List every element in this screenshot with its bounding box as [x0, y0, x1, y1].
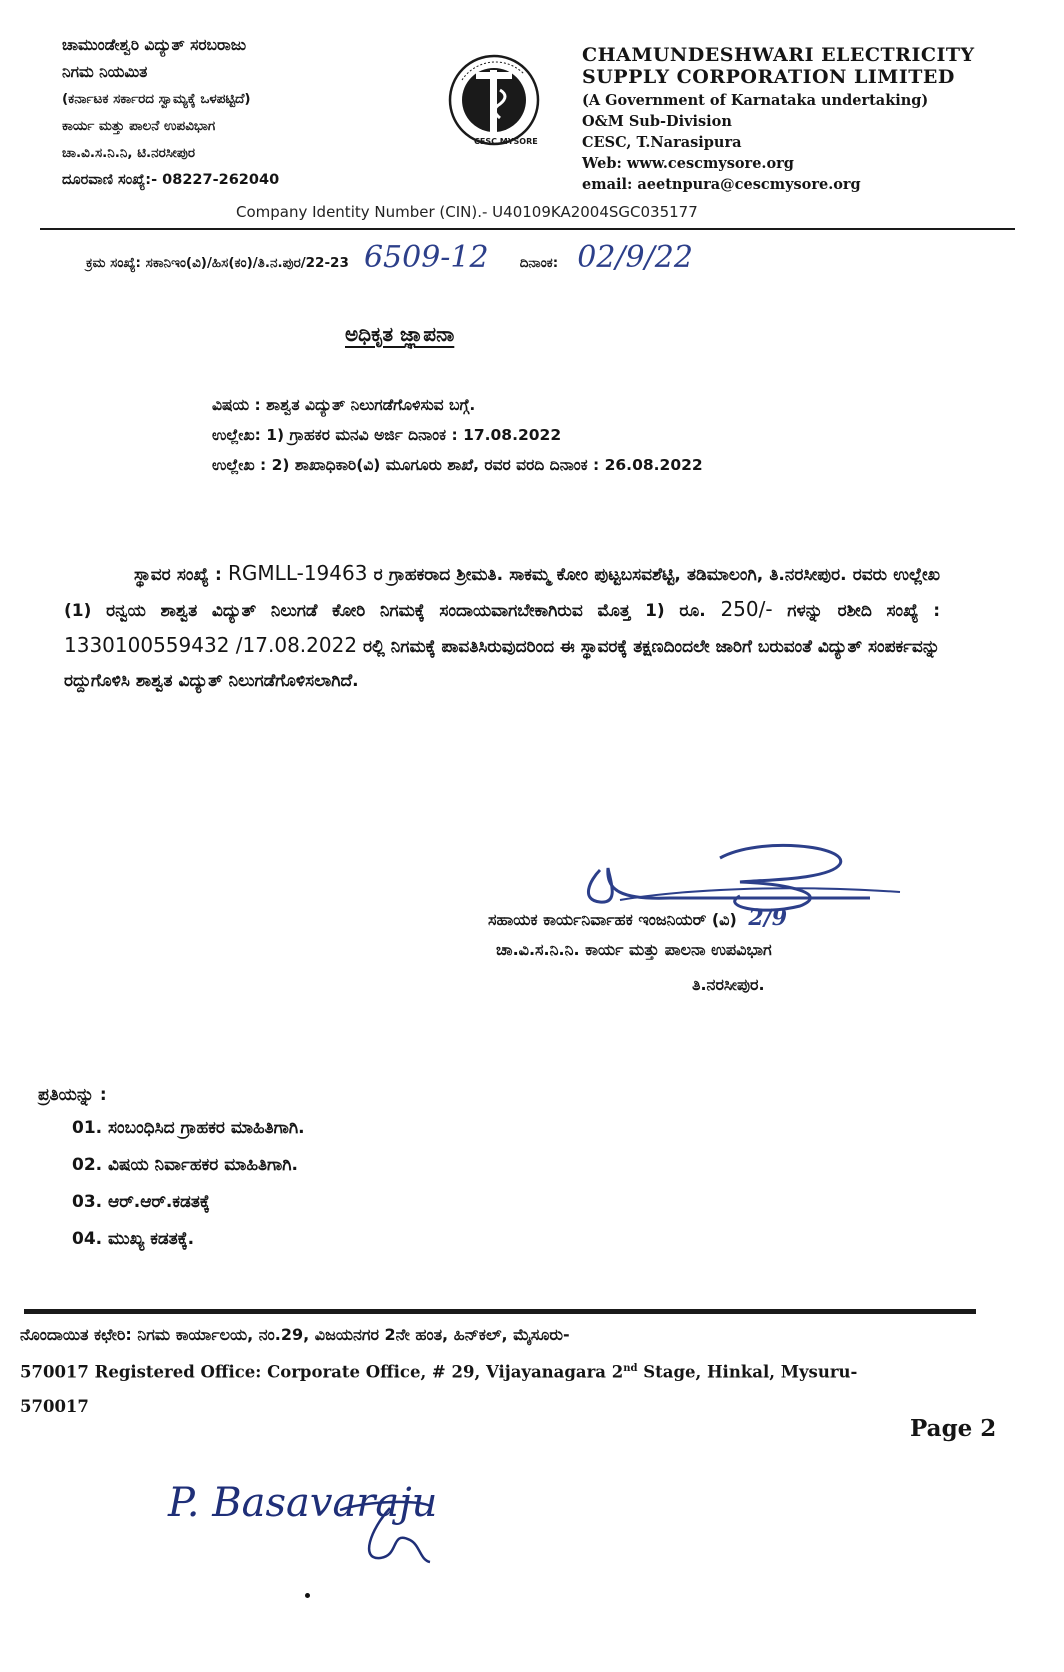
footer-english: Stage, Hinkal, Mysuru-: [637, 1362, 858, 1382]
header-kn-line: ಚಾಮುಂಡೇಶ್ವರಿ ವಿದ್ಯುತ್ ಸರಬರಾಜು: [62, 36, 247, 54]
header-en-line: O&M Sub-Division: [582, 113, 732, 130]
subject-block: [212, 390, 703, 480]
copy-item: 01. ಸಂಬಂಧಿಸಿದ ಗ್ರಾಹಕರ ಮಾಹಿತಿಗಾಗಿ.: [72, 1118, 305, 1138]
reference-number-label: ಕ್ರಮ ಸಂಖ್ಯೆ: ಸಕಾನಿಇಂ(ವಿ)/ಹಿಸ(ಕಂ)/ತಿ.ನ.ಪುರ/22-23: [86, 255, 349, 271]
footer-divider: [24, 1309, 976, 1314]
header-kn-line: ನಿಗಮ ನಿಯಮಿತ: [62, 63, 148, 81]
body-text: ಗಳನ್ನು ರಶೀದಿ ಸಂಖ್ಯೆ :: [772, 601, 941, 621]
page-number: Page 2: [910, 1415, 997, 1442]
header-kn-line: ದೂರವಾಣಿ ಸಂಖ್ಯೆ:- 08227-262040: [62, 172, 280, 188]
footer-english: 570017 Registered Office: Corporate Office, # 29, Vijayanagara 2: [20, 1362, 624, 1382]
signatory-office: ಚಾ.ವಿ.ಸ.ನಿ.ನಿ. ಕಾರ್ಯ ಮತ್ತು ಪಾಲನಾ ಉಪವಿಭಾಗ: [496, 940, 772, 959]
footer-english-sup: nd: [623, 1363, 638, 1374]
copy-item: 02. ವಿಷಯ ನಿರ್ವಾಹಕರ ಮಾಹಿತಿಗಾಗಿ.: [72, 1155, 299, 1175]
reference-number-handwritten: 6509-12: [363, 240, 489, 275]
company-logo-icon: [444, 50, 544, 150]
body-text: ರಲ್ಲಿ ನಿಗಮಕ್ಕೆ ಪಾವತಿಸಿರುವುದರಿಂದ ಈ ಸ್ಥಾವರಕ್ಕೆ ತಕ್ಷಣದಿಂದಲೇ ಜಾರಿಗೆ ಬರುವಂತೆ ವಿದ್ಯುತ್ ಸಂಪರ್ಕವನ್ನು ರದ್ದುಗೊಳಿಸಿ ಶಾಶ್ವತ ವಿದ್ಯುತ್ ನಿಲುಗಡೆಗೊಳಿಸಲಾಗಿದೆ.: [64, 637, 940, 691]
signatory-initial-date: 2/9: [748, 905, 788, 931]
header-en-line: SUPPLY CORPORATION LIMITED: [582, 66, 955, 88]
header-en-line: (A Government of Karnataka undertaking): [582, 92, 929, 109]
reference-1-line: ಉಲ್ಲೇಖ: 1) ಗ್ರಾಹಕರ ಮನವಿ ಅರ್ಜಿ ದಿನಾಂಕ : 17.08.2022: [212, 426, 562, 444]
signatory-designation: [488, 905, 787, 931]
reference-line: [86, 240, 693, 275]
footer-kannada: ನೊಂದಾಯಿತ ಕಛೇರಿ: ನಿಗಮ ಕಾರ್ಯಾಲಯ, ನಂ.29, ವಿಜಯನಗರ 2ನೇ ಹಂತ, ಹಿನ್‌ಕಲ್, ಮೈಸೂರು-: [20, 1325, 570, 1344]
stray-dot: [305, 1593, 310, 1598]
header-en-line: CHAMUNDESHWARI ELECTRICITY: [582, 44, 975, 66]
amount: 250/-: [720, 597, 773, 621]
installation-number: RGMLL-19463: [228, 561, 368, 585]
body-paragraph: [64, 556, 940, 698]
handwritten-flourish: [330, 1500, 450, 1570]
signatory-location: ತಿ.ನರಸೀಪುರ.: [692, 975, 765, 994]
header-kn-line: (ಕರ್ನಾಟಕ ಸರ್ಕಾರದ ಸ್ವಾಮ್ಯಕ್ಕೆ ಒಳಪಟ್ಟಿದೆ): [62, 91, 251, 107]
header-kn-line: ಚಾ.ವಿ.ಸ.ನಿ.ನಿ, ಟಿ.ನರಸೀಪುರ: [62, 145, 195, 161]
header-english: [582, 44, 975, 195]
signatory-title: ಸಹಾಯಕ ಕಾರ್ಯನಿರ್ವಾಹಕ ಇಂಜನಿಯರ್ (ವಿ): [488, 910, 737, 929]
receipt-number: 1330100559432 /17.08.2022: [64, 633, 358, 657]
reference-date-label: ದಿನಾಂಕ:: [519, 255, 559, 271]
reference-2-line: ಉಲ್ಲೇಖ : 2) ಶಾಖಾಧಿಕಾರಿ(ವಿ) ಮೂಗೂರು ಶಾಖೆ, ರವರ ವರದಿ ದಿನಾಂಕ : 26.08.2022: [212, 456, 703, 474]
header-divider: [40, 228, 1015, 230]
registered-office-footer: [20, 1318, 950, 1424]
logo-text: CESC MYSORE: [474, 137, 538, 146]
document-title: ಅಧಿಕೃತ ಜ್ಞಾಪನಾ: [345, 322, 455, 346]
header-en-line: email: aeetnpura@cescmysore.org: [582, 176, 861, 193]
subject-line: ವಿಷಯ : ಶಾಶ್ವತ ವಿದ್ಯುತ್ ನಿಲುಗಡೆಗೊಳಿಸುವ ಬಗ್ಗೆ.: [212, 396, 476, 414]
copy-item: 04. ಮುಖ್ಯ ಕಡತಕ್ಕೆ.: [72, 1229, 195, 1249]
footer-english-pincode: 570017: [20, 1396, 89, 1416]
header-en-line: Web: www.cescmysore.org: [582, 155, 794, 172]
body-text: ರ ಗ್ರಾಹಕರಾದ ಶ್ರೀಮತಿ. ಸಾಕಮ್ಮ ಕೋಂ ಪುಟ್ಟಬಸವಶೆಟ್ಟಿ, ತಡಿಮಾಲಂಗಿ, ತಿ.ನರಸೀಪುರ. ರವರು ಉಲ್ಲೇಖ (1) ರನ್ವಯ ಶಾಶ್ವತ ವಿದ್ಯುತ್ ನಿಲುಗಡೆ ಕೋರಿ ನಿಗಮಕ್ಕೆ ಸಂದಾಯವಾಗಬೇಕಾಗಿರುವ ಮೊತ್ತ 1) ರೂ.: [64, 565, 940, 621]
company-cin: Company Identity Number (CIN).- U40109KA2004SGC035177: [236, 203, 698, 221]
footer-english-line: [20, 1352, 950, 1390]
header-kannada: [62, 32, 279, 194]
header-en-line: CESC, T.Narasipura: [582, 134, 742, 151]
header-kn-line: ಕಾರ್ಯ ಮತ್ತು ಪಾಲನೆ ಉಪವಿಭಾಗ: [62, 118, 216, 134]
copies-heading: ಪ್ರತಿಯನ್ನು :: [38, 1085, 107, 1105]
reference-date-handwritten: 02/9/22: [577, 240, 693, 275]
copy-item: 03. ಆರ್.ಆರ್.ಕಡತಕ್ಕೆ: [72, 1192, 210, 1212]
handwritten-name: P. Basavaraju: [168, 1480, 438, 1526]
body-text: ಸ್ಥಾವರ ಸಂಖ್ಯೆ :: [134, 565, 229, 585]
